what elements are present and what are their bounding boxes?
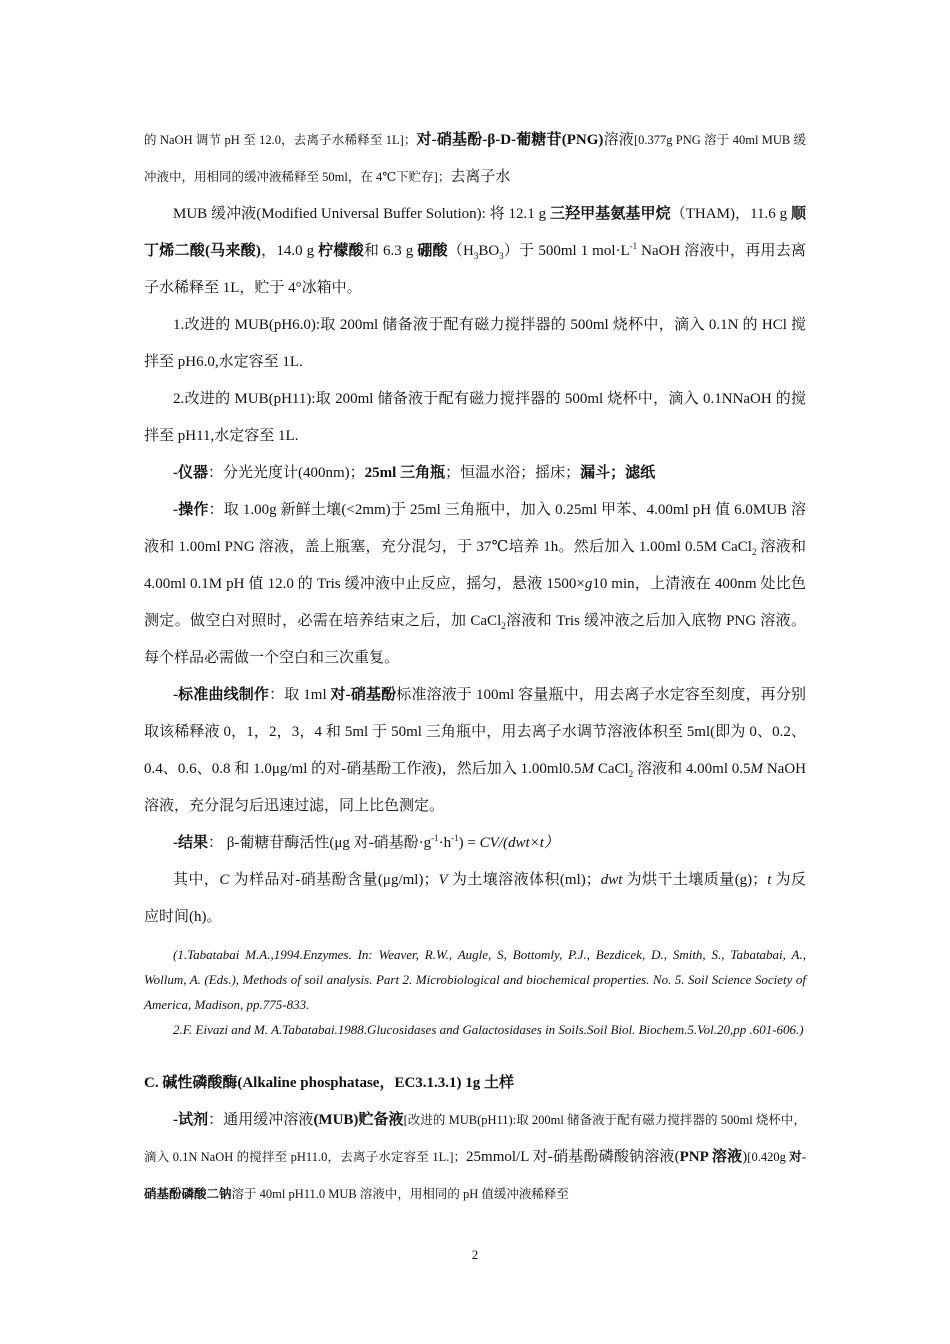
text: 溶液 — [603, 132, 634, 148]
bold-text: 25ml 三角瓶 — [364, 465, 446, 481]
subscript: 2 — [501, 621, 506, 631]
paragraph-variables — [144, 862, 806, 936]
text: 去离子水 — [450, 169, 511, 185]
text: ·h — [438, 835, 452, 851]
text: 溶液和 4.00ml 0.1M pH 值 12.0 的 Tris 缓冲液中止反应，摇匀，悬液 1500× — [144, 539, 806, 592]
text: CaCl — [594, 761, 629, 777]
text: ：分光光度计(400nm)； — [208, 465, 365, 481]
variable: C — [219, 872, 230, 888]
bold-text: 三羟甲基氨基甲烷 — [549, 206, 671, 222]
text: ）于 500ml 1 mol·L — [503, 243, 630, 259]
paragraph-procedure — [144, 492, 806, 677]
bold-text: 柠檬酸 — [318, 243, 364, 259]
text: （THAM)，11.6 g — [670, 206, 791, 222]
formula: CV/(dwt×t） — [479, 835, 559, 851]
references — [144, 942, 806, 1042]
text: 和 6.3 g — [363, 243, 418, 259]
bold-text: 硼酸 — [417, 243, 448, 259]
section-label: -试剂 — [173, 1112, 209, 1128]
text: [改进的 MUB(pH11):取 200ml 储备液于配有磁力搅拌器的 500ml 烧杯中，滴入 0.1N NaOH 的搅拌至 pH11.0，去离子水定容至 1L.]； — [144, 1113, 806, 1164]
paragraph-mub-ph6: 1.改进的 MUB(pH6.0):取 200ml 储备液于配有磁力搅拌器的 500ml 烧杯中，滴入 0.1N 的 HCl 搅拌至 pH6.0,水定容至 1L. — [144, 317, 806, 370]
italic-text: g — [584, 576, 593, 592]
section-label: -仪器 — [173, 465, 208, 481]
bold-text: 对-硝基酚磷酸二钠 — [144, 1150, 806, 1201]
section-heading: C. 碱性磷酸酶(Alkaline phosphatase，EC3.1.3.1) 1g 土样 — [144, 1075, 515, 1091]
text: ：取 1ml — [269, 687, 331, 703]
bold-text: 对-硝基酚 — [330, 687, 397, 703]
subscript: 3 — [499, 251, 504, 261]
paragraph-result — [144, 825, 806, 862]
text: 溶液和 Tris 缓冲液之后加入底物 PNG 溶液。每个样品必需做一个空白和三次重复。 — [144, 613, 806, 666]
bold-text: 对-硝基酚-β-D-葡糖苷(PNG) — [416, 132, 604, 148]
section-label: -结果 — [173, 835, 208, 851]
paragraph-standard-curve — [144, 677, 806, 825]
reference-2: 2.F. Eivazi and M. A.Tabatabai.1988.Glucosidases and Galactosidases in Soils.Soil Biol. Biochem.5.Vol.20,pp .601-606.) — [173, 1022, 804, 1037]
page-number: 2 — [471, 1247, 479, 1262]
text: 为烘干土壤质量(g)； — [622, 872, 768, 888]
bold-text: PNP 溶液 — [679, 1149, 743, 1165]
text: 25mmol/L 对-硝基酚磷酸钠溶液( — [466, 1149, 680, 1165]
text: [0.420g — [747, 1150, 790, 1164]
text: ：取 1.00g 新鲜土壤(<2mm)于 25ml 三角瓶中，加入 0.25ml 甲苯、4.00ml pH 值 6.0MUB 溶液和 1.00ml PNG 溶液，盖上瓶塞，充分混匀，于 37℃培养 1h。然后加入 1.00ml 0.5M CaCl — [144, 502, 806, 555]
text: NaOH 溶液，充分混匀后迅速过滤，同上比色测定。 — [144, 761, 806, 814]
text: 为土壤溶液体积(ml)； — [447, 872, 601, 888]
document-page — [144, 122, 806, 1213]
text: 标准溶液于 100ml 容量瓶中，用去离子水定容至刻度，再分别取该稀释液 0，1，2，3，4 和 5ml 于 50ml 三角瓶中，用去离子水调节溶液体积至 5ml(即为 0、0.2、0.4、0.6、0.8 和 1.0μg/ml 的对-硝基酚工作液)，然后加入 1.00ml0.5 — [144, 687, 806, 777]
text: ) — [742, 1149, 748, 1165]
variable: dwt — [600, 872, 623, 888]
text: 其中， — [173, 872, 220, 888]
paragraph-instruments — [144, 455, 806, 492]
text: ) = — [458, 835, 480, 851]
paragraph-png-reagent — [144, 122, 806, 196]
section-label: -操作 — [173, 502, 209, 518]
superscript: -1 — [431, 833, 439, 843]
reference-1: (1.Tabatabai M.A.,1994.Enzymes. In: Weaver, R.W., Augle, S, Bottomly, P.J., Bezdicek, D., Smith, S., Tabatabai, A., Wollum, A. (Eds.), Methods of soil analysis. Part 2. Microbiological and biochemical properties. No. 5. Soil Science Society of America, Madison, pp.775-833. — [144, 947, 806, 1012]
paragraph-mub-buffer — [144, 196, 806, 307]
text: 溶于 40ml pH11.0 MUB 溶液中，用相同的 pH 值缓冲液稀释至 — [231, 1187, 569, 1201]
bold-text: 顺丁烯二酸(马来酸) — [144, 206, 806, 259]
text: ，14.0 g — [260, 243, 319, 259]
text: BO — [478, 243, 500, 259]
text: 溶液和 4.00ml 0.5 — [633, 761, 751, 777]
italic-text: M — [750, 761, 764, 777]
bold-text: (MUB)贮备液 — [313, 1112, 404, 1128]
text: 的 NaOH 调节 pH 至 12.0，去离子水稀释至 1L]； — [144, 133, 417, 147]
superscript: -1 — [629, 241, 638, 251]
paragraph-reagents — [144, 1102, 806, 1213]
variable: t — [767, 872, 772, 888]
text: [0.377g PNG 溶于 40ml MUB 缓冲液中，用相同的缓冲液稀释至 50ml，在 4℃下贮存]； — [144, 133, 806, 184]
italic-text: M — [581, 761, 595, 777]
text: （H — [447, 243, 474, 259]
text: 为反应时间(h)。 — [144, 872, 806, 925]
superscript: -1 — [451, 833, 459, 843]
subscript: 3 — [473, 251, 479, 261]
subscript: 2 — [628, 769, 634, 779]
text: NaOH 溶液中，再用去离子水稀释至 1L，贮于 4°冰箱中。 — [144, 243, 806, 296]
variable: V — [438, 872, 448, 888]
text: ： β-葡糖苷酶活性(μg 对-硝基酚·g — [208, 835, 432, 851]
paragraph-mub-ph11: 2.改进的 MUB(pH11):取 200ml 储备液于配有磁力搅拌器的 500ml 烧杯中，滴入 0.1NNaOH 的搅拌至 pH11,水定容至 1L. — [144, 391, 806, 444]
text: ：通用缓冲溶液 — [208, 1112, 314, 1128]
bold-text: 漏斗；滤纸 — [580, 465, 656, 481]
text: 10 min，上清液在 400nm 处比色测定。做空白对照时，必需在培养结束之后，加 CaCl — [144, 576, 806, 629]
text: 为样品对-硝基酚含量(μg/ml)； — [229, 872, 439, 888]
text: ；恒温水浴；摇床； — [445, 465, 581, 481]
section-label: -标准曲线制作 — [173, 687, 270, 703]
text: MUB 缓冲液(Modified Universal Buffer Solution): 将 12.1 g — [173, 206, 550, 222]
subscript: 2 — [751, 547, 757, 557]
